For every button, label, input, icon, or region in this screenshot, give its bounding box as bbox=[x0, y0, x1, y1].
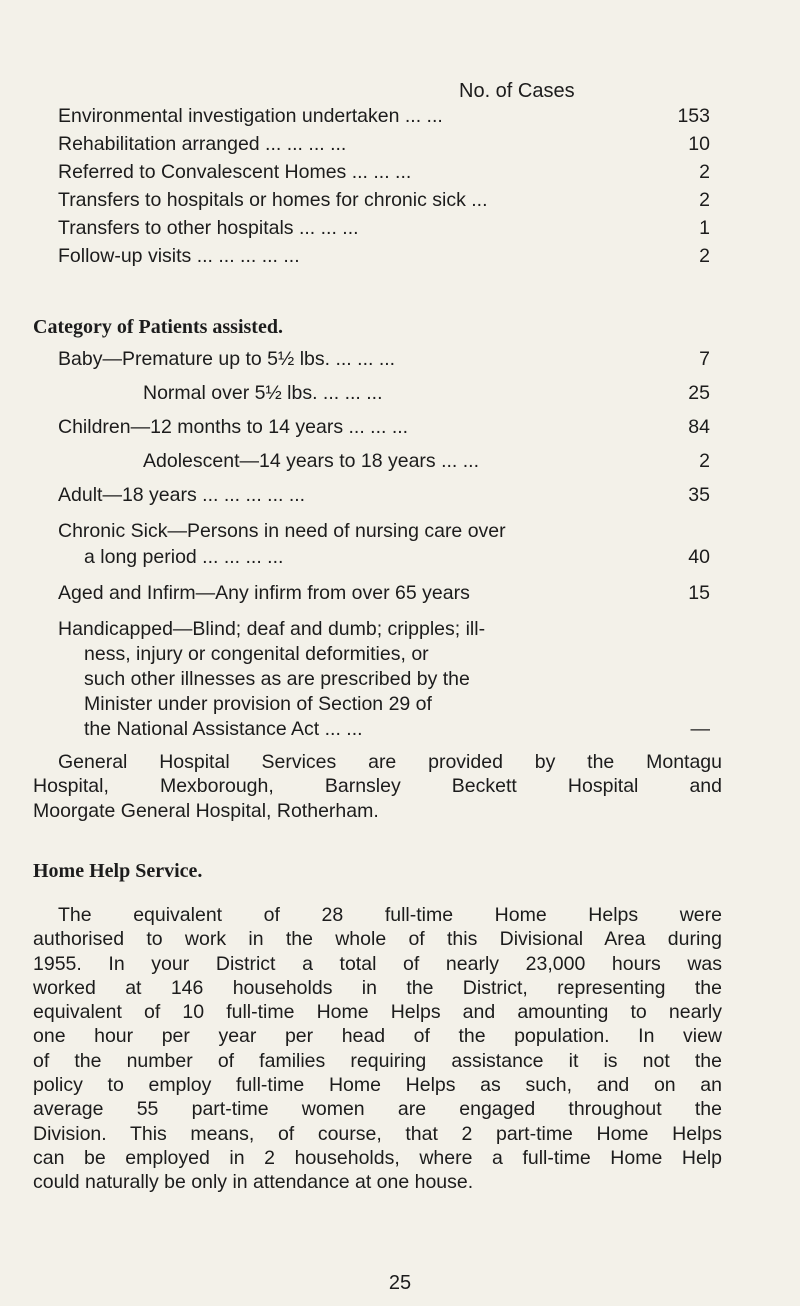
category-row-label: Normal over 5½ lbs. ... ... ... bbox=[143, 382, 383, 404]
cases-row-value: 1 bbox=[699, 217, 710, 239]
paragraph-line: worked at 146 households in the District, representing the bbox=[33, 976, 722, 999]
category-row-value: 25 bbox=[688, 382, 710, 404]
cases-row-value: 153 bbox=[677, 105, 710, 127]
paragraph-line: The equivalent of 28 full-time Home Helps were bbox=[58, 904, 722, 926]
paragraph-line: one hour per year per head of the population. In view bbox=[33, 1025, 722, 1048]
category-row-value: 35 bbox=[688, 484, 710, 506]
category-row-value: 2 bbox=[699, 450, 710, 472]
paragraph-line: can be employed in 2 households, where a full-time Home Help bbox=[33, 1146, 722, 1169]
page-number: 25 bbox=[388, 1272, 412, 1294]
category-row-label: the National Assistance Act ... ... bbox=[84, 718, 363, 740]
category-row-label: Handicapped—Blind; deaf and dumb; cripples; ill- bbox=[58, 618, 486, 640]
paragraph-line: average 55 part-time women are engaged throughout the bbox=[33, 1098, 722, 1121]
cases-row-label: Transfers to other hospitals ... ... ... bbox=[58, 217, 359, 239]
home-help-paragraph bbox=[33, 903, 722, 1195]
category-heading: Category of Patients assisted. bbox=[33, 316, 283, 338]
paragraph-line: could naturally be only in attendance at one house. bbox=[33, 1171, 474, 1194]
category-row-value: 84 bbox=[688, 416, 710, 438]
category-row-label: Children—12 months to 14 years ... ... ... bbox=[58, 416, 409, 438]
paragraph-line: 1955. In your District a total of nearly 23,000 hours was bbox=[33, 952, 722, 975]
cases-row-value: 2 bbox=[699, 245, 710, 267]
category-row-label: Minister under provision of Section 29 of bbox=[84, 693, 432, 715]
category-row-label: a long period ... ... ... ... bbox=[84, 546, 284, 568]
category-row-label: Baby—Premature up to 5½ lbs. ... ... ... bbox=[58, 348, 396, 370]
cases-row-value: 10 bbox=[688, 133, 710, 155]
paragraph-line: equivalent of 10 full-time Home Helps and amounting to nearly bbox=[33, 1001, 722, 1024]
home-help-heading: Home Help Service. bbox=[33, 860, 203, 882]
category-row-value: 7 bbox=[699, 348, 710, 370]
category-row-value: — bbox=[690, 718, 710, 740]
paragraph-line: General Hospital Services are provided by the Montagu bbox=[58, 751, 722, 773]
paragraph-line: authorised to work in the whole of this Divisional Area during bbox=[33, 928, 722, 951]
cases-row-label: Transfers to hospitals or homes for chronic sick ... bbox=[58, 189, 488, 211]
paragraph-line: of the number of families requiring assistance it is not the bbox=[33, 1049, 722, 1072]
category-row-label: Adolescent—14 years to 18 years ... ... bbox=[143, 450, 480, 472]
paragraph-line: policy to employ full-time Home Helps as such, and on an bbox=[33, 1074, 722, 1097]
category-row-label: Chronic Sick—Persons in need of nursing care over bbox=[58, 520, 506, 542]
category-row-label: Adult—18 years ... ... ... ... ... bbox=[58, 484, 306, 506]
paragraph-line: Division. This means, of course, that 2 part-time Home Helps bbox=[33, 1122, 722, 1145]
cases-row-value: 2 bbox=[699, 189, 710, 211]
cases-column-header: No. of Cases bbox=[459, 80, 575, 102]
paragraph-line: Hospital, Mexborough, Barnsley Beckett Hospital and bbox=[33, 775, 722, 798]
cases-row-label: Follow-up visits ... ... ... ... ... bbox=[58, 245, 300, 267]
category-row-label: Aged and Infirm—Any infirm from over 65 years bbox=[58, 582, 470, 604]
cases-row-label: Referred to Convalescent Homes ... ... ... bbox=[58, 161, 412, 183]
cases-row-label: Rehabilitation arranged ... ... ... ... bbox=[58, 133, 347, 155]
paragraph-line: Moorgate General Hospital, Rotherham. bbox=[33, 799, 379, 822]
category-row-label: ness, injury or congenital deformities, or bbox=[84, 643, 429, 665]
cases-row-value: 2 bbox=[699, 161, 710, 183]
category-row-value: 15 bbox=[688, 582, 710, 604]
cases-row-label: Environmental investigation undertaken ... ... bbox=[58, 105, 443, 127]
category-row-value: 40 bbox=[688, 546, 710, 568]
general-hospital-paragraph bbox=[33, 750, 722, 823]
category-row-label: such other illnesses as are prescribed by the bbox=[84, 668, 470, 690]
